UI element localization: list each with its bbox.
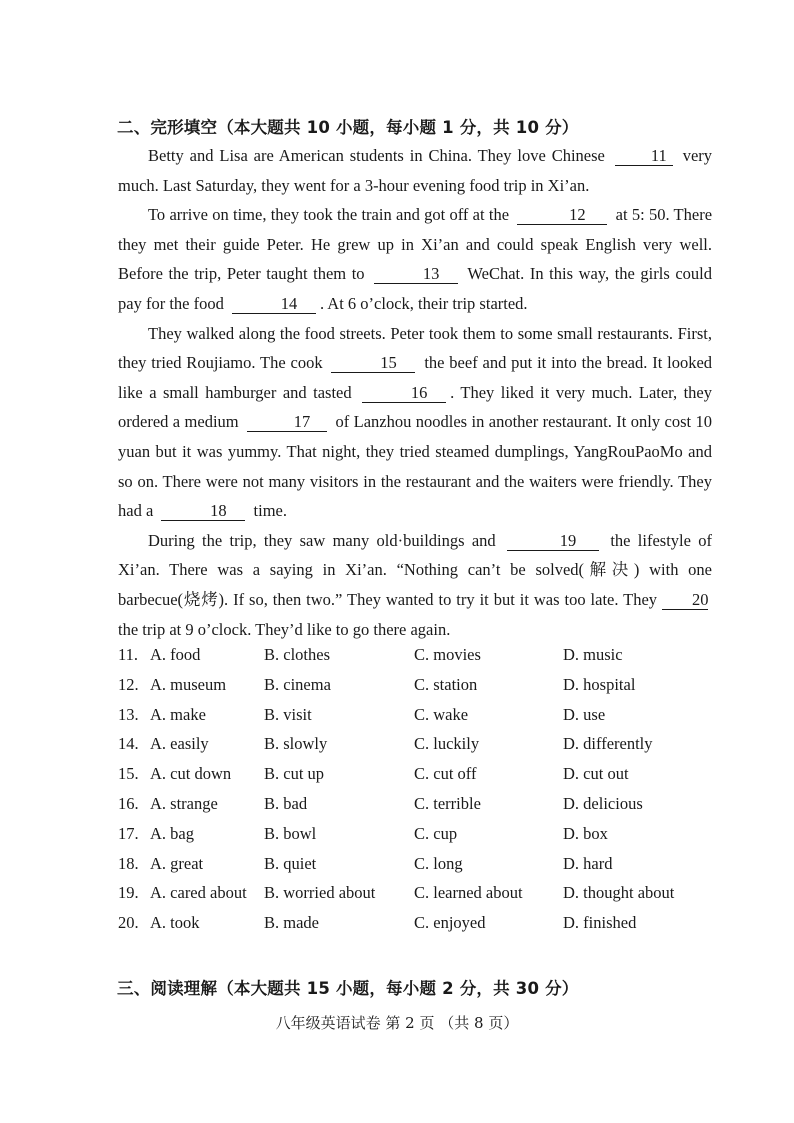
option-row-13 <box>118 705 718 735</box>
option-b: B. clothes <box>264 645 330 664</box>
question-number: 13. <box>118 704 139 724</box>
option-d: D. use <box>563 704 606 724</box>
blank-13: 13 <box>374 265 458 284</box>
option-b: B. bad <box>264 793 308 813</box>
passage-text: . At 6 o’clock, their trip started. <box>319 293 528 313</box>
passage-paragraph-2 <box>118 200 712 318</box>
option-a: A. took <box>150 913 200 933</box>
blank-16: 16 <box>362 384 446 403</box>
passage-text: They walked along the food streets. Peter took them to some small restaurants. First, they tried Roujiamo. The cook <box>118 323 712 373</box>
blank-14: 14 <box>232 295 316 314</box>
passage-text: time. <box>253 501 287 521</box>
option-d: D. finished <box>563 913 637 933</box>
option-row-17 <box>118 824 718 854</box>
blank-11: 11 <box>615 147 673 166</box>
option-row-18 <box>118 854 718 884</box>
option-row-12 <box>118 675 718 705</box>
option-d: D. differently <box>563 734 653 754</box>
option-b: B. cinema <box>264 674 331 694</box>
option-d: D. thought about <box>563 883 675 903</box>
blank-20: 20 <box>662 591 708 610</box>
question-number: 20. <box>118 913 139 933</box>
passage-paragraph-4 <box>118 526 712 644</box>
option-row-15 <box>118 764 718 794</box>
passage-paragraph-1 <box>118 141 712 200</box>
passage-text: the lifestyle of Xi’an. There was a saying in Xi’an. “Nothing can’t be solved(解决) with one barbecue(烧烤). If so, then two.” They wanted to try it but it was too late. They <box>118 530 712 609</box>
option-c: C. movies <box>414 645 481 664</box>
passage-text: During the trip, they saw many old·buildings and <box>148 530 496 550</box>
option-c: C. long <box>414 853 463 873</box>
option-a: A. cared about <box>150 883 247 903</box>
passage-text: of Lanzhou noodles in another restaurant. It only cost 10 yuan but it was yummy. That night, they tried steamed dumplings, YangRouPaoMo and so on. There were not many visitors in the restaurant and the waiters were friendly. They had a <box>118 412 712 521</box>
option-b: B. bowl <box>264 823 317 843</box>
option-row-16 <box>118 794 718 824</box>
option-c: C. wake <box>414 704 469 724</box>
option-b: B. visit <box>264 704 312 724</box>
question-number: 16. <box>118 793 139 813</box>
answer-options <box>118 645 718 943</box>
option-b: B. quiet <box>264 853 317 873</box>
section-title-reading: 三、阅读理解（本大题共 15 小题，每小题 2 分，共 30 分） <box>117 979 579 998</box>
question-number: 15. <box>118 764 139 784</box>
passage-text: at 5: 50. There they met their guide Peter. He grew up in Xi’an and could speak English very well. Before the trip, Peter taught them to <box>118 205 713 284</box>
blank-18: 18 <box>161 502 245 521</box>
question-number: 14. <box>118 734 139 754</box>
option-c: C. cup <box>414 823 458 843</box>
question-number: 19. <box>118 883 139 903</box>
blank-17: 17 <box>247 413 327 432</box>
question-number: 17. <box>118 823 139 843</box>
option-c: C. terrible <box>414 793 481 813</box>
option-b: B. worried about <box>264 883 376 903</box>
passage-text: Betty and Lisa are American students in China. They love Chinese <box>148 146 605 165</box>
blank-12: 12 <box>517 206 607 225</box>
option-b: B. made <box>264 913 319 933</box>
option-b: B. cut up <box>264 764 325 784</box>
option-c: C. learned about <box>414 883 523 903</box>
passage-text: the trip at 9 o’clock. They’d like to go there again. <box>118 619 451 639</box>
option-row-14 <box>118 734 718 764</box>
option-a: A. strange <box>150 793 218 813</box>
option-d: D. hospital <box>563 674 636 694</box>
option-d: D. cut out <box>563 764 629 784</box>
passage-text: the beef and put it into the bread. It looked like a small hamburger and tasted <box>118 353 713 402</box>
blank-19: 19 <box>507 532 599 551</box>
option-row-19 <box>118 883 718 913</box>
option-row-11 <box>118 645 718 675</box>
option-a: A. great <box>150 853 204 873</box>
question-number: 12. <box>118 674 139 694</box>
option-a: A. bag <box>150 823 194 843</box>
option-a: A. easily <box>150 734 209 754</box>
passage-text: . They liked it very much. Later, they ordered a medium <box>118 382 713 432</box>
passage-text: WeChat. In this way, the girls could pay for the food <box>118 264 712 313</box>
section-title-cloze: 二、完形填空（本大题共 10 小题，每小题 1 分，共 10 分） <box>117 118 579 137</box>
passage-paragraph-3 <box>118 319 712 526</box>
option-c: C. enjoyed <box>414 913 486 933</box>
passage-text: To arrive on time, they took the train and got off at the <box>148 205 510 225</box>
option-a: A. food <box>150 645 201 664</box>
option-row-20 <box>118 913 718 943</box>
option-d: D. hard <box>563 853 613 873</box>
option-b: B. slowly <box>264 734 328 754</box>
question-number: 18. <box>118 853 139 873</box>
option-c: C. cut off <box>414 764 477 784</box>
question-number: 11. <box>118 645 139 664</box>
option-d: D. music <box>563 645 623 664</box>
blank-15: 15 <box>331 354 415 373</box>
option-c: C. luckily <box>414 734 480 754</box>
page-footer: 八年级英语试卷 第 2 页 （共 8 页） <box>275 1014 519 1032</box>
option-a: A. make <box>150 704 206 724</box>
cloze-passage <box>118 141 712 644</box>
passage-text: very much. Last Saturday, they went for a 3-hour evening food trip in Xi’an. <box>118 146 713 195</box>
option-d: D. delicious <box>563 793 643 813</box>
option-d: D. box <box>563 823 608 843</box>
option-a: A. cut down <box>150 764 232 784</box>
option-c: C. station <box>414 674 478 694</box>
option-a: A. museum <box>150 674 227 694</box>
